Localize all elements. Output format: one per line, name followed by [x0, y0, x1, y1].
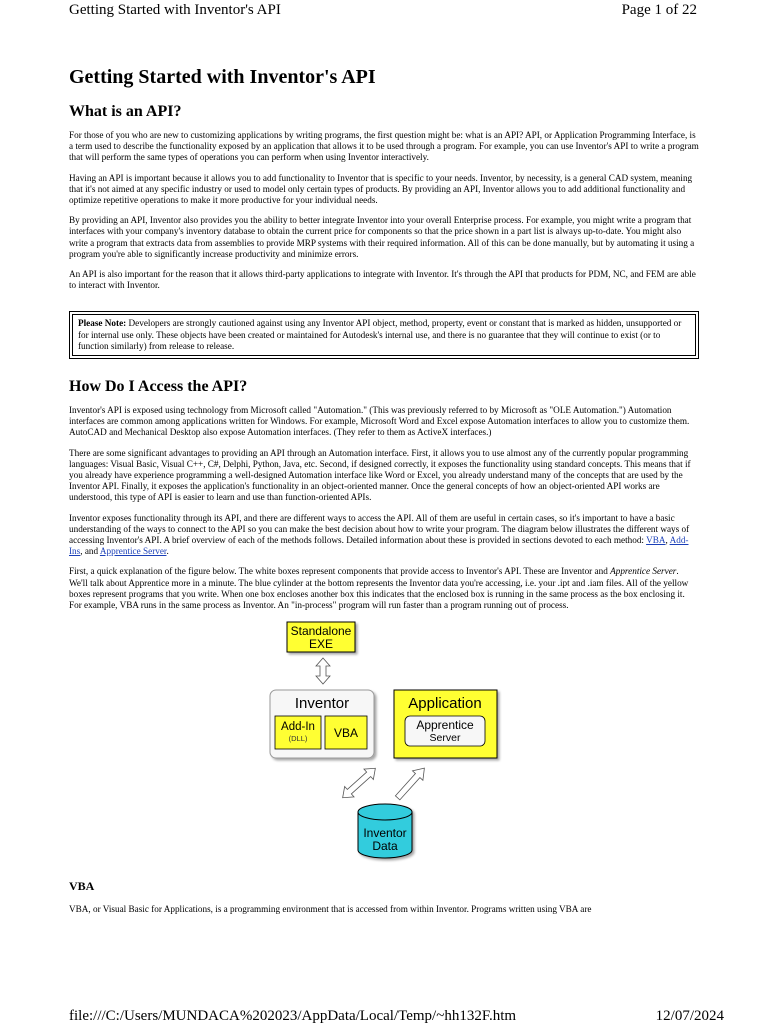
header-page-number: Page 1 of 22: [621, 1, 697, 18]
paragraph: [69, 566, 699, 611]
footer-date: 12/07/2024: [655, 1007, 724, 1024]
link-apprentice-server[interactable]: Apprentice Server: [99, 546, 167, 557]
heading-what-is-api: What is an API?: [69, 103, 182, 120]
please-note-inner: [72, 314, 696, 356]
diagram-svg: [69, 620, 699, 875]
vba-label: VBA: [333, 726, 359, 741]
separator: ,: [665, 535, 670, 546]
paragraph-text: First, a quick explanation of the figure below. The white boxes represent components that provide access to Inventor's API. These are Inventor and: [69, 566, 611, 577]
paragraph: For those of you who are new to customizing applications by writing programs, the first question might be: what is an API? API, or Application Programming Interface, is a term used to describe the functionality exposed by an application that allows it to be used through a program. For example, you can use Inventor's API to write a program that will perform the same types of operations you can perform when using Inventor interactively.: [69, 130, 699, 163]
emphasis-apprentice-server: Apprentice Server: [610, 566, 677, 577]
header-title: Getting Started with Inventor's API: [69, 1, 281, 18]
note-text: Developers are strongly cautioned against using any Inventor API object, method, property, event or constant that is marked as hidden, unsupported or for internal use only. These objects have been created or maintained for Autodesk's internal use, and there is no guarantee that they will continue to exist (or to function similarly) from release to release.: [78, 318, 682, 351]
apprentice-label: Apprentice: [416, 718, 474, 733]
heading-vba: VBA: [69, 879, 95, 894]
paragraph: By providing an API, Inventor also provides you the ability to better integrate Inventor into your overall Enterprise process. For example, you might write a program that interfaces with your company's inventory database to obtain the current price for components so that the price shown in a part list is always up-to-date. You might also write a program that extracts data from assemblies to provide MRP systems with their required information. All of this can be done manually, but by automating it using a program you're able to significantly increase productivity and minimize errors.: [69, 215, 695, 259]
paragraph-text: . We'll talk about Apprentice more in a minute. The blue cylinder at the bottom represents the Inventor data you're accessing, i.e. your .ipt and .iam files. All of the yellow boxes represent programs that you write. When one box encloses another box this indicates that the enclosed box is running in the same process as the box enclosing it. For example, VBA runs in the same process as Inventor. An "in-process" program will run faster than a program running out of process.: [69, 566, 689, 611]
paragraph: Inventor's API is exposed using technology from Microsoft called "Automation." (This was previously referred to by Microsoft as "OLE Automation.") Automation interfaces are common among applications written for Windows. For example, Microsoft Word and Excel expose Automation interfaces to allow you to customize them. AutoCAD and Mechanical Desktop also expose Automation interfaces. (They refer to them as ActiveX interfaces.): [69, 405, 690, 438]
paragraph-text: .: [166, 546, 169, 557]
inventor-label: Inventor: [294, 695, 350, 713]
paragraph: [69, 513, 699, 558]
paragraph: Having an API is important because it allows you to add functionality to Inventor that is specific to your needs. Inventor, by necessity, is a general CAD system, meaning that it's not aimed at any specific industry or used to model only certain types of products. By providing an API, Inventor allows you to add additional functionality and optimize repetitive operations to make it more productive for your individual needs.: [69, 172, 693, 206]
paragraph: There are some significant advantages to providing an API through an Automation interface. First, it allows you to use almost any of the currently popular programming languages: Visual Basic, Visual C++, C#, Delphi, Python, Java, etc. Second, if designed correctly, it exposes the functionality using standard concepts. This means that if you already have experience programming a well-designed Automation interface like Word or Excel, you already understand many of the concepts that are used by the Inventor API. Finally, it exposes the application's functionality in an object-oriented manner. Once the general concepts of how an object-oriented API works are understood, this type of API is easier to learn and use than function-oriented APIs.: [69, 447, 691, 503]
apprentice-label: Server: [429, 732, 461, 745]
document-title: Getting Started with Inventor's API: [69, 66, 376, 88]
standalone-exe-label: Standalone: [290, 624, 352, 639]
api-access-diagram: [69, 620, 699, 875]
heading-how-access-api: How Do I Access the API?: [69, 378, 248, 396]
standalone-exe-box: [287, 622, 355, 652]
link-add-ins[interactable]: Add-Ins: [69, 535, 689, 557]
inventor-data-label: Inventor: [363, 826, 407, 841]
footer-file-path: file:///C:/Users/MUNDACA%202023/AppData/Local/Temp/~hh132F.htm: [69, 1007, 517, 1024]
running-footer: [69, 1006, 724, 1026]
note-label: Please Note:: [78, 318, 127, 329]
paragraph: VBA, or Visual Basic for Applications, is a programming environment that is accessed from within Inventor. Programs written using VBA are: [69, 904, 592, 915]
please-note-box: [69, 311, 699, 359]
add-in-label: Add-In: [281, 721, 315, 734]
application-box: [394, 690, 497, 758]
link-vba[interactable]: VBA: [646, 535, 666, 546]
double-arrow-icon: [316, 658, 330, 684]
separator: , and: [80, 546, 100, 557]
double-arrow-icon: [338, 763, 380, 803]
inventor-box: [270, 690, 374, 758]
add-in-sublabel: (DLL): [288, 734, 308, 744]
document-body: [69, 64, 699, 925]
inventor-data-label: Data: [372, 839, 398, 854]
inventor-data-cylinder: [358, 804, 412, 858]
standalone-exe-label: EXE: [308, 637, 334, 652]
paragraph-text: Inventor exposes functionality through its API, and there are different ways to access the API. All of them are useful in certain cases, so it's important to have a basic understanding of the ways to connect to the API so you can make the best decision about how to write your program. The diagram below illustrates the different ways of accessing Inventor's API. A brief overview of each of the methods follows. Detailed information about these is provided in sections devoted to each method:: [69, 512, 690, 546]
single-arrow-icon: [392, 764, 429, 803]
running-header: [69, 0, 697, 20]
application-label: Application: [408, 695, 482, 713]
paragraph: An API is also important for the reason that it allows third-party applications to integrate with Inventor. It's through the API that products for PDM, NC, and FEM are able to interact with Inventor.: [69, 269, 696, 291]
note-paragraph: [78, 318, 690, 352]
